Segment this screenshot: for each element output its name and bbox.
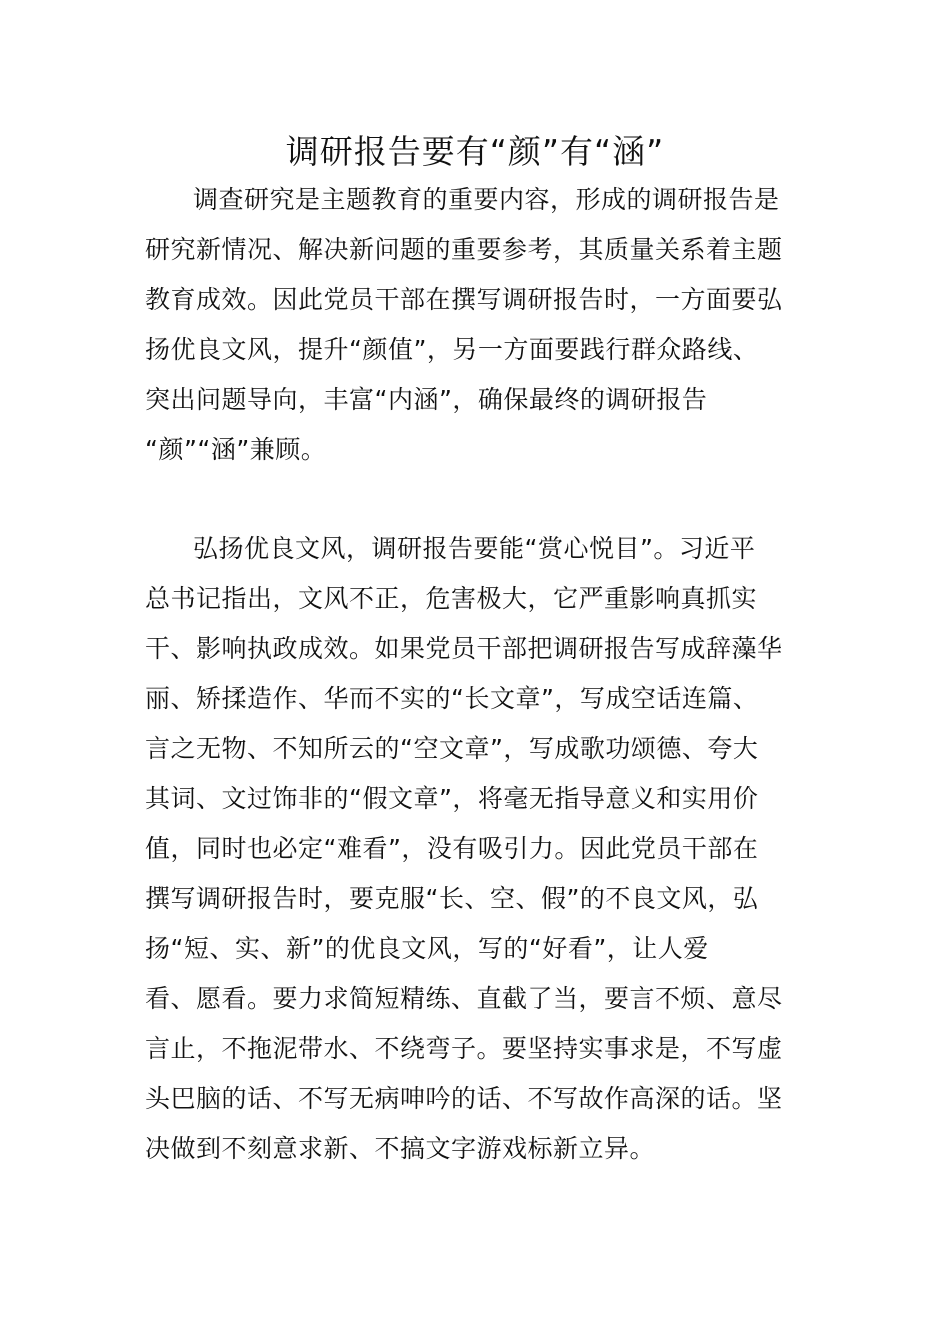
paragraph-2-line-10: 看、愿看。要力求简短精练、直截了当，要言不烦、意尽 [145,984,783,1013]
paragraph-2-line-5: 言之无物、不知所云的“空文章”，写成歌功颂德、夸大 [145,734,759,763]
paragraph-2-line-7: 值，同时也必定“难看”，没有吸引力。因此党员干部在 [145,834,759,863]
paragraph-2-line-4: 丽、矫揉造作、华而不实的“长文章”，写成空话连篇、 [145,684,759,713]
paragraph-1-line-5: 突出问题导向，丰富“内涵”，确保最终的调研报告 [145,385,708,414]
paragraph-1-line-2: 研究新情况、解决新问题的重要参考，其质量关系着主题 [145,235,783,264]
paragraph-1-line-1: 调查研究是主题教育的重要内容，形成的调研报告是 [193,185,780,214]
paragraph-2-line-11: 言止，不拖泥带水、不绕弯子。要坚持实事求是，不写虚 [145,1034,783,1063]
paragraph-1-line-4: 扬优良文风，提升“颜值”，另一方面要践行群众路线、 [145,335,759,364]
paragraph-2-line-3: 干、影响执政成效。如果党员干部把调研报告写成辞藻华 [145,634,783,663]
paragraph-2-line-12: 头巴脑的话、不写无病呻吟的话、不写故作高深的话。坚 [145,1084,783,1113]
paragraph-2-line-1: 弘扬优良文风，调研报告要能“赏心悦目”。习近平 [193,534,756,563]
paragraph-2-line-2: 总书记指出，文风不正，危害极大，它严重影响真抓实 [145,584,758,613]
paragraph-1-line-6: “颜”“涵”兼顾。 [145,435,327,464]
paragraph-1-line-3: 教育成效。因此党员干部在撰写调研报告时，一方面要弘 [145,285,783,314]
document-title: 调研报告要有“颜”有“涵” [285,132,665,171]
paragraph-2-line-6: 其词、文过饰非的“假文章”，将毫无指导意义和实用价 [145,784,759,813]
paragraph-2-line-13: 决做到不刻意求新、不搞文字游戏标新立异。 [145,1134,656,1163]
paragraph-2-line-9: 扬“短、实、新”的优良文风，写的“好看”，让人爱 [145,934,709,963]
paragraph-2-line-8: 撰写调研报告时，要克服“长、空、假”的不良文风，弘 [145,884,759,913]
